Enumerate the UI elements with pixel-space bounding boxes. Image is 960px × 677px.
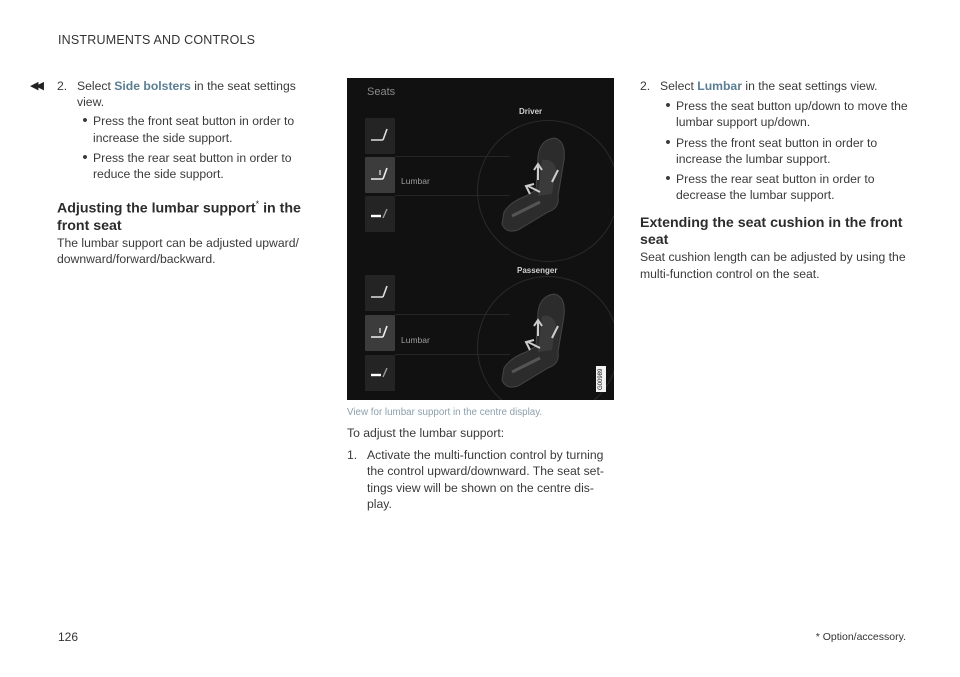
seat-backrest-icon — [369, 126, 391, 144]
menu-option-side-bolsters: Side bolsters — [114, 79, 191, 93]
column-left — [57, 78, 307, 267]
step-text: Select Lumbar in the seat settings view. — [660, 79, 878, 93]
seat-tile-cushion — [365, 196, 395, 232]
centre-display-image — [347, 78, 614, 400]
seat-lumbar-icon — [369, 323, 391, 341]
driver-seat-graphic — [492, 130, 592, 250]
list-item: • Press the rear seat button in order to decrease the lumbar support. — [665, 170, 875, 203]
list-item: • Press the rear seat button in order to reduce the side support. — [82, 148, 292, 182]
heading-seat-cushion: Extending the seat cushion in the front seat — [640, 215, 903, 249]
list-item: • Press the front seat button in order to increase the side support. — [82, 112, 295, 145]
back-arrows-icon[interactable]: ◀◀ — [30, 80, 41, 92]
paragraph-lumbar-intro: The lumbar support can be adjusted upward/ downward/forward/backward. — [57, 235, 299, 267]
step-number: 2. — [57, 79, 68, 93]
column-middle — [347, 425, 614, 512]
footnote-option: * Option/accessory. — [815, 631, 906, 643]
seat-cushion-icon — [369, 363, 391, 381]
step-number: 2. — [640, 79, 651, 93]
step-select-lumbar — [640, 78, 910, 94]
image-code: G00989 — [596, 366, 606, 392]
passenger-label: Passenger — [517, 266, 558, 275]
step-number: 1. — [347, 448, 358, 463]
step-text: Activate the multi-function control by turning the control upward/downward. The seat set- tings view will be shown on the centre dis- play. — [367, 448, 604, 511]
paragraph-adjust-intro: To adjust the lumbar support: — [347, 426, 505, 440]
lumbar-label: Lumbar — [401, 335, 430, 345]
seat-backrest-icon — [369, 283, 391, 301]
seat-lumbar-icon — [369, 165, 391, 183]
seat-tile-lumbar — [365, 315, 395, 351]
seat-tile-backrest — [365, 275, 395, 311]
option-asterisk: * — [255, 199, 260, 210]
seat-tile-cushion — [365, 355, 395, 391]
lumbar-label: Lumbar — [401, 176, 430, 186]
image-caption: View for lumbar support in the centre display. — [347, 407, 543, 418]
seat-tile-lumbar — [365, 157, 395, 193]
driver-label: Driver — [519, 107, 543, 116]
menu-option-lumbar: Lumbar — [697, 79, 742, 93]
list-item: • Press the seat button up/down to move the lumbar support up/down. — [665, 97, 908, 130]
paragraph-seat-cushion: Seat cushion length can be adjusted by using the multi-function control on the seat. — [640, 250, 906, 281]
passenger-seat-graphic — [492, 286, 592, 398]
heading-lumbar-support: Adjusting the lumbar support* in the front seat — [57, 199, 301, 234]
column-right — [640, 78, 910, 282]
list-item: • Press the front seat button in order to increase the lumbar support. — [665, 133, 878, 166]
step-activate-control — [347, 447, 614, 512]
display-title: Seats — [367, 86, 396, 98]
step-text: Select Side bolsters in the seat settings view. — [77, 79, 296, 110]
bullet-list — [77, 113, 307, 182]
bullet-list — [660, 98, 910, 203]
page-number: 126 — [58, 630, 79, 644]
step-side-bolsters — [57, 78, 307, 110]
seat-cushion-icon — [369, 204, 391, 222]
seat-tile-backrest — [365, 118, 395, 154]
section-header: INSTRUMENTS AND CONTROLS — [58, 33, 256, 47]
